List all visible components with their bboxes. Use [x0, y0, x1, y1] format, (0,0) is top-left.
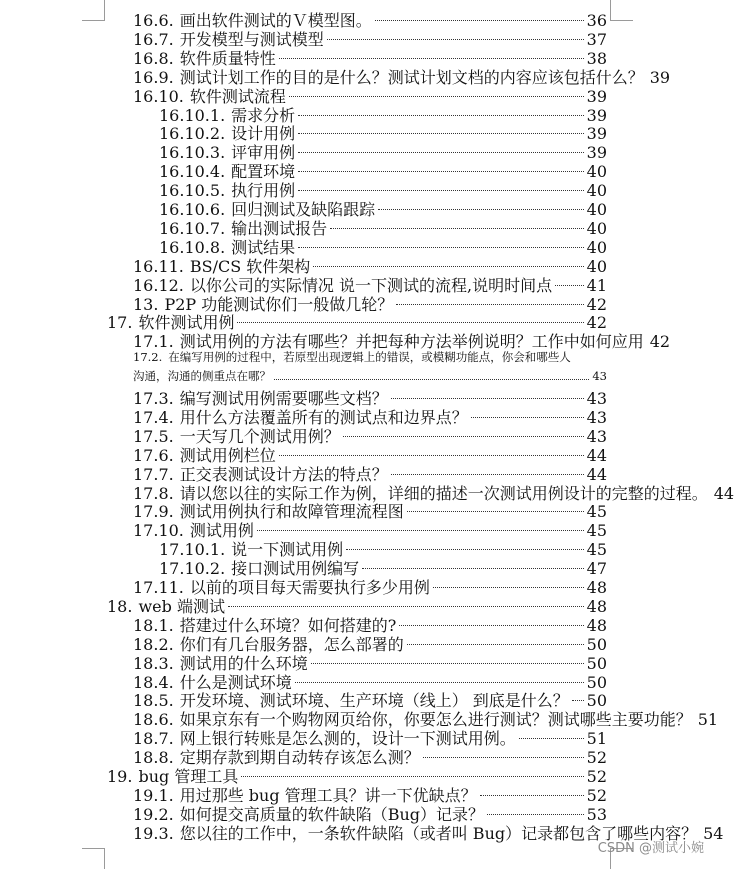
toc-entry[interactable]: [133, 348, 607, 386]
toc-entry-number: 16.10.5.: [159, 181, 226, 201]
toc-entry[interactable]: [133, 481, 734, 503]
toc-entry-page: 44: [586, 464, 607, 484]
dot-leader: [241, 764, 583, 777]
dot-leader: [423, 745, 584, 758]
dot-leader: [555, 273, 584, 286]
toc-entry-number: 17.11.: [133, 578, 184, 597]
toc-entry-page: 43: [586, 389, 607, 408]
toc-entry-title: 用过那些 bug 管理工具？讲一下优缺点？: [179, 785, 477, 805]
toc-entry[interactable]: [159, 537, 607, 560]
toc-entry[interactable]: [133, 670, 607, 692]
dot-leader: [572, 688, 584, 701]
toc-entry-title: 如何提交高质量的软件缺陷（Bug）记录？: [179, 804, 485, 824]
toc-entry[interactable]: [133, 499, 607, 522]
toc-entry-number: 17.: [107, 313, 133, 333]
toc-entry-number: 16.8.: [133, 48, 174, 68]
dot-leader: [313, 254, 583, 267]
toc-entry-number: 18.7.: [133, 729, 174, 749]
toc-entry-number: 16.12.: [133, 275, 184, 295]
toc-entry[interactable]: [159, 103, 607, 125]
toc-entry-page: 42: [649, 332, 671, 352]
toc-entry-page: 54: [703, 823, 724, 843]
toc-entry[interactable]: [133, 783, 607, 805]
toc-entry-title: P2P 功能测试你们一般做几轮？: [164, 294, 394, 314]
toc-entry-number: 19.3.: [133, 823, 174, 843]
toc-entry-title: 软件测试用例: [138, 313, 235, 333]
dot-leader: [298, 178, 583, 191]
toc-entry[interactable]: [133, 27, 607, 49]
toc-entry-title: 配置环境: [231, 162, 296, 182]
toc-entry-page: 43: [586, 426, 607, 446]
toc-entry[interactable]: [133, 8, 607, 30]
toc-entry[interactable]: [133, 65, 671, 87]
toc-entry-page: 45: [586, 540, 607, 560]
toc-entry[interactable]: [159, 121, 607, 144]
dot-leader: [298, 121, 583, 134]
toc-entry-number: 16.10.1.: [159, 105, 226, 125]
toc-entry[interactable]: [107, 764, 607, 786]
toc-entry[interactable]: [107, 594, 607, 616]
toc-entry-number: 18.2.: [133, 634, 174, 654]
toc-entry-page: 39: [649, 67, 671, 87]
toc-entry-title: BS/CS 软件架构: [189, 256, 311, 276]
dot-leader: [327, 27, 584, 40]
toc-entry-title: 画出软件测试的Ｖ模型图。: [179, 11, 372, 30]
toc-entry[interactable]: [133, 726, 607, 749]
toc-entry-title: 测试用例的方法有哪些？并把每种方法举例说明？工作中如何应用: [179, 332, 644, 352]
toc-entry-page: 48: [586, 596, 607, 616]
toc-entry[interactable]: [133, 405, 607, 427]
toc-entry-number: 16.10.: [133, 86, 184, 106]
toc-entry-page: 52: [586, 785, 607, 805]
page-corner-mark: [610, 0, 633, 21]
dot-leader: [279, 46, 584, 59]
toc-entry-page: 50: [586, 691, 607, 711]
toc-entry-page: 43: [586, 407, 607, 427]
toc-entry-number: 18.3.: [133, 653, 174, 673]
toc-entry-title: 请以您以往的实际工作为例，详细的描述一次测试用例设计的完整的过程。: [179, 483, 708, 503]
toc-entry-page: 51: [697, 710, 719, 730]
toc-entry-number: 16.10.7.: [159, 218, 226, 238]
dot-leader: [407, 632, 584, 645]
dot-leader: [343, 424, 584, 437]
toc-entry-title: 用什么方法覆盖所有的测试点和边界点？: [179, 407, 468, 427]
toc-entry-page: 40: [586, 218, 607, 238]
toc-entry-page: 42: [586, 313, 607, 333]
toc-entry-number: 17.9.: [133, 502, 174, 522]
dot-leader: [237, 310, 583, 323]
dot-leader: [391, 386, 584, 399]
toc-entry-title: 正交表测试设计方法的特点？: [179, 464, 388, 484]
dot-leader: [289, 84, 584, 97]
toc-entry-number: 19.2.: [133, 804, 174, 824]
watermark: CSDN @测试小婉: [597, 841, 704, 856]
toc-entry-title: 以你公司的实际情况 说一下测试的流程,说明时间点: [189, 275, 553, 295]
toc-entry-page: 45: [586, 521, 607, 541]
toc-entry-title: 以前的项目每天需要执行多少用例: [189, 578, 430, 597]
toc-entry-page: 41: [586, 275, 607, 295]
toc-entry-title: 测试用例: [189, 521, 254, 541]
toc-entry-number: 18.4.: [133, 672, 174, 692]
toc-entry-page: 42: [586, 294, 607, 314]
toc-entry-page: 53: [586, 804, 607, 824]
toc-entry[interactable]: [133, 688, 607, 711]
dot-leader: [330, 216, 583, 229]
toc-entry-number: 19.1.: [133, 785, 174, 805]
toc-entry-page: 40: [586, 162, 607, 182]
dot-leader: [471, 405, 584, 418]
toc-entry[interactable]: [133, 518, 607, 541]
toc-entry-title: 测试用的什么环境: [179, 653, 308, 673]
toc-entry[interactable]: [159, 235, 607, 257]
toc-entry-number: 17.5.: [133, 426, 174, 446]
toc-entry-number: 17.1.: [133, 332, 174, 352]
toc-entry-number: 17.6.: [133, 445, 174, 465]
toc-entry[interactable]: [133, 802, 607, 824]
toc-entry-page: 48: [586, 578, 607, 597]
toc-entry-title: 接口测试用例编写: [231, 559, 360, 579]
dot-leader: [391, 462, 584, 475]
toc-entry-page: 52: [586, 767, 607, 786]
page-corner-mark: [82, 0, 105, 21]
toc-entry[interactable]: [133, 84, 607, 106]
toc-entry[interactable]: [133, 254, 607, 276]
toc-entry-number: 16.10.4.: [159, 162, 226, 182]
toc-entry-page: 40: [586, 256, 607, 276]
toc-entry-title: 一天写几个测试用例？: [179, 426, 340, 446]
toc-entry[interactable]: [133, 386, 607, 408]
dot-leader: [298, 159, 583, 172]
toc-entry-title: 执行用例: [231, 181, 296, 201]
toc-entry-title: 搭建过什么环境？如何搭建的?: [179, 615, 397, 635]
toc-entry-page: 39: [586, 124, 607, 144]
toc-entry-title: 测试计划工作的目的是什么？测试计划文档的内容应该包括什么？: [179, 67, 644, 87]
dot-leader: [433, 575, 584, 588]
dot-leader: [298, 103, 583, 116]
toc-entry-page: 40: [586, 237, 607, 257]
toc-entry-number: 19.: [107, 767, 133, 786]
toc-entry-title: 什么是测试环境: [179, 672, 292, 692]
dot-leader: [298, 140, 583, 153]
toc-entry-number: 18.1.: [133, 615, 174, 635]
dot-leader: [378, 197, 583, 210]
dot-leader: [274, 367, 589, 380]
toc-entry-page: 36: [586, 11, 607, 30]
toc-entry[interactable]: [159, 178, 607, 201]
toc-entry-title: 网上银行转账是怎么测的，设计一下测试用例。: [179, 729, 516, 749]
toc-entry-number: 16.11.: [133, 256, 184, 276]
toc-entry-page: 43: [592, 369, 607, 384]
toc-entry-title: 你们有几台服务器，怎么部署的: [179, 634, 404, 654]
toc-entry-page: 47: [586, 559, 607, 579]
toc-entry[interactable]: [159, 197, 607, 219]
toc-entry[interactable]: [133, 632, 607, 654]
toc-entry-number: 18.6.: [133, 710, 174, 730]
dot-leader: [519, 726, 584, 739]
dot-leader: [362, 556, 583, 569]
toc-entry-title: 评审用例: [231, 143, 296, 163]
toc-entry-number: 16.10.2.: [159, 124, 226, 144]
dot-leader: [375, 8, 584, 21]
toc-entry-title: 您以往的工作中，一条软件缺陷（或者叫 Bug）记录都包含了哪些内容？: [179, 823, 698, 843]
toc-entry-page: 37: [586, 29, 607, 49]
dot-leader: [480, 783, 584, 796]
toc-entry-number: 17.2.: [133, 350, 163, 365]
dot-leader: [487, 802, 584, 815]
toc-entry-title: 编写测试用例需要哪些文档？: [179, 389, 388, 408]
toc-entry-title: 软件质量特性: [179, 48, 276, 68]
toc-entry[interactable]: [133, 424, 607, 446]
toc-entry-number: 17.10.: [133, 521, 184, 541]
dot-leader: [346, 537, 583, 550]
toc-entry[interactable]: [159, 216, 607, 238]
toc-entry-page: 51: [586, 729, 607, 749]
page-corner-mark: [82, 848, 105, 869]
toc-entry-page: 50: [586, 672, 607, 692]
toc-entry-title: 在编写用例的过程中，若原型出现逻辑上的错误，或模糊功能点，你会和哪些人: [168, 350, 571, 365]
toc-entry-number: 18.: [107, 596, 133, 616]
toc-entry-title: 如果京东有一个购物网页给你，你要怎么进行测试？测试哪些主要功能？: [179, 710, 692, 730]
toc-entry[interactable]: [133, 46, 607, 68]
toc-entry-number: 16.9.: [133, 67, 174, 87]
toc-entry-number: 17.7.: [133, 464, 174, 484]
toc-entry-title: 输出测试报告: [231, 218, 328, 238]
toc-entry-title: 测试用例执行和故障管理流程图: [179, 502, 404, 522]
toc-entry-page: 44: [713, 483, 734, 503]
toc-entry-page: 50: [586, 634, 607, 654]
toc-entry-title: 说一下测试用例: [231, 540, 344, 560]
toc-entry-title: 设计用例: [231, 124, 296, 144]
toc-entry-title: web 端测试: [138, 596, 225, 616]
toc-entry[interactable]: [133, 575, 607, 597]
dot-leader: [399, 613, 583, 626]
toc-entry-number: 18.5.: [133, 691, 174, 711]
toc-entry-title: 定期存款到期自动转存该怎么测？: [179, 748, 420, 768]
toc-entry-number: 16.10.8.: [159, 237, 226, 257]
toc-entry-title: 软件测试流程: [189, 86, 286, 106]
toc-entry-page: 39: [586, 105, 607, 125]
toc-entry[interactable]: [133, 821, 724, 843]
toc-entry-title: 开发模型与测试模型: [179, 29, 324, 49]
toc-entry-page: 52: [586, 748, 607, 768]
toc-entry-page: 39: [586, 143, 607, 163]
dot-leader: [396, 292, 583, 305]
toc-entry-number: 18.8.: [133, 748, 174, 768]
toc-entry-title: 需求分析: [231, 105, 296, 125]
toc-entry[interactable]: [107, 310, 607, 333]
toc-entry[interactable]: [159, 159, 607, 182]
dot-leader: [228, 594, 584, 607]
toc-entry-title: 测试结果: [231, 237, 296, 257]
toc-entry-number: 17.10.1.: [159, 540, 226, 560]
toc-entry[interactable]: [133, 462, 607, 484]
toc-entry-title: bug 管理工具: [138, 767, 239, 786]
dot-leader: [298, 235, 583, 248]
toc-entry[interactable]: [133, 329, 671, 352]
dot-leader: [295, 670, 584, 683]
toc-entry-number: 17.4.: [133, 407, 174, 427]
dot-leader: [311, 651, 584, 664]
toc-entry-page: 39: [586, 86, 607, 106]
toc-entry-page: 45: [586, 502, 607, 522]
toc-entry[interactable]: [133, 651, 607, 673]
dot-leader: [407, 499, 584, 512]
toc-entry-page: 48: [586, 615, 607, 635]
toc-entry-page: 50: [586, 653, 607, 673]
toc-entry-number: 17.3.: [133, 389, 174, 408]
toc-entry-number: 16.7.: [133, 29, 174, 49]
toc-entry-number: 16.6.: [133, 11, 174, 30]
toc-entry[interactable]: [133, 745, 607, 768]
toc-entry-title: 测试用例栏位: [179, 445, 276, 465]
toc-entry-number: 13.: [133, 294, 159, 314]
toc-entry-number: 17.8.: [133, 483, 174, 503]
toc-entry[interactable]: [133, 707, 719, 730]
toc-entry[interactable]: [159, 140, 607, 163]
toc-entry-number: 16.10.3.: [159, 143, 226, 163]
toc-entry[interactable]: [159, 556, 607, 579]
toc-entry[interactable]: [133, 273, 607, 295]
toc-entry-page: 38: [586, 48, 607, 68]
dot-leader: [257, 518, 584, 531]
toc-entry[interactable]: [133, 613, 607, 635]
toc-entry-page: 40: [586, 181, 607, 201]
toc-entry-page: 40: [586, 200, 607, 219]
dot-leader: [279, 443, 584, 456]
toc-entry-number: 16.10.6.: [159, 200, 226, 219]
toc-entry-title: 回归测试及缺陷跟踪: [231, 200, 376, 219]
toc-entry-page: 44: [586, 445, 607, 465]
toc-entry[interactable]: [133, 292, 607, 314]
toc-entry-number: 17.10.2.: [159, 559, 226, 579]
toc-entry-title: 开发环境、测试环境、生产环境（线上） 到底是什么？: [179, 691, 569, 711]
toc-entry-title-continued: 沟通，沟通的侧重点在哪？: [133, 369, 271, 384]
toc-entry[interactable]: [133, 443, 607, 465]
